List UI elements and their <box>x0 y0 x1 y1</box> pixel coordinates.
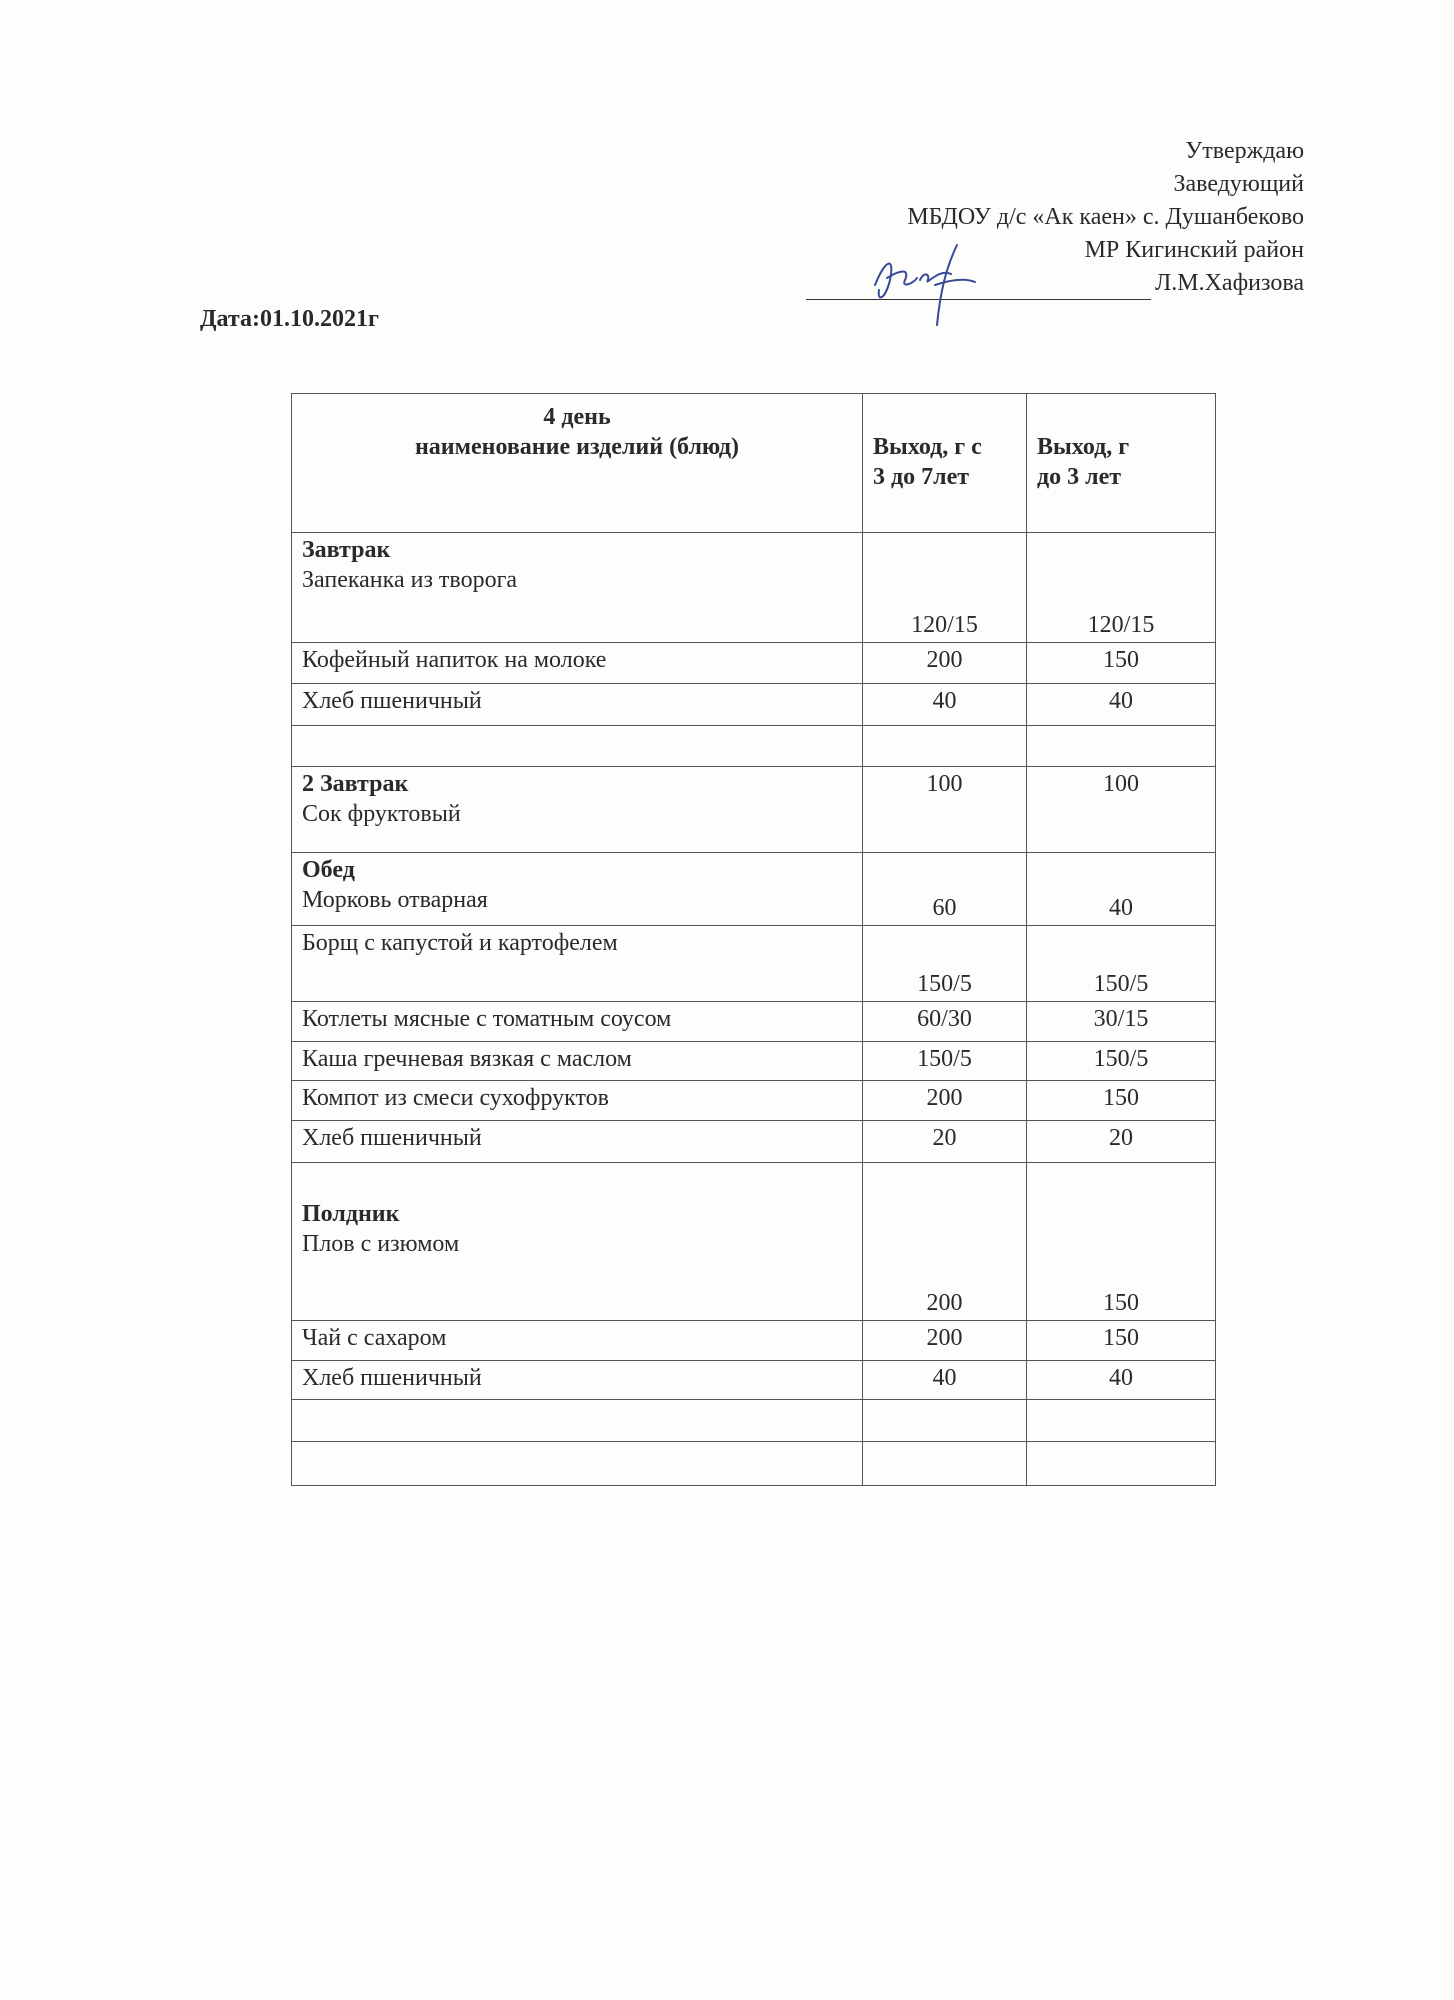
yield-under-3: 40 <box>1027 684 1216 726</box>
header-text: до 3 лет <box>1037 464 1122 490</box>
dish-name: Кофейный напиток на молоке <box>302 647 607 673</box>
yield-3-to-7: 150/5 <box>863 1042 1027 1081</box>
dish-cell <box>292 767 863 853</box>
table-row <box>292 926 1216 1002</box>
yield-3-to-7 <box>863 1400 1027 1442</box>
yield-under-3 <box>1027 726 1216 767</box>
table-row <box>292 1321 1216 1361</box>
dish-name: Каша гречневая вязкая с маслом <box>302 1046 632 1072</box>
dish-name: Хлеб пшеничный <box>302 1125 482 1151</box>
dish-name: Морковь отварная <box>302 887 488 913</box>
yield-3-to-7: 120/15 <box>863 533 1027 643</box>
yield-3-to-7: 200 <box>863 643 1027 684</box>
yield-under-3: 40 <box>1027 853 1216 926</box>
signature-image <box>865 240 995 330</box>
dish-cell <box>292 1163 863 1321</box>
meal-section-label: Завтрак <box>302 537 391 563</box>
dish-cell <box>292 1121 863 1163</box>
dish-name: Котлеты мясные с томатным соусом <box>302 1006 672 1032</box>
yield-3-to-7 <box>863 726 1027 767</box>
director-name: Л.М.Хафизова <box>1154 270 1304 296</box>
dish-cell <box>292 1081 863 1121</box>
day-label: 4 день <box>543 404 611 430</box>
approval-line: МБДОУ д/с «Ак каен» с. Душанбеково <box>907 204 1304 230</box>
yield-under-3: 20 <box>1027 1121 1216 1163</box>
table-row <box>292 533 1216 643</box>
yield-3-to-7: 200 <box>863 1081 1027 1121</box>
yield-under-3 <box>1027 1400 1216 1442</box>
dish-cell <box>292 926 863 1002</box>
header-age-3-7 <box>863 394 1027 533</box>
menu-table <box>291 393 1216 1486</box>
header-text: 3 до 7лет <box>873 464 970 490</box>
table-row <box>292 684 1216 726</box>
yield-3-to-7: 40 <box>863 684 1027 726</box>
header-name-cell <box>292 394 863 533</box>
table-header-row <box>292 394 1216 533</box>
yield-3-to-7: 150/5 <box>863 926 1027 1002</box>
dish-cell <box>292 1321 863 1361</box>
yield-under-3: 30/15 <box>1027 1002 1216 1042</box>
approval-line: Утверждаю <box>1185 138 1304 164</box>
table-row <box>292 1042 1216 1081</box>
table-row <box>292 643 1216 684</box>
dish-cell <box>292 1002 863 1042</box>
table-row <box>292 767 1216 853</box>
table-row <box>292 726 1216 767</box>
yield-under-3: 150 <box>1027 1081 1216 1121</box>
name-column-header: наименование изделий (блюд) <box>414 434 740 460</box>
meal-section-label: Полдник <box>302 1201 400 1227</box>
yield-3-to-7 <box>863 1442 1027 1486</box>
dish-name: Чай с сахаром <box>302 1325 447 1351</box>
dish-cell <box>292 726 863 767</box>
document-date: Дата:01.10.2021г <box>200 306 379 332</box>
approval-line: Заведующий <box>1173 171 1304 197</box>
table-row <box>292 1442 1216 1486</box>
yield-under-3: 150/5 <box>1027 1042 1216 1081</box>
yield-under-3: 40 <box>1027 1361 1216 1400</box>
dish-cell <box>292 1400 863 1442</box>
yield-3-to-7: 100 <box>863 767 1027 853</box>
yield-3-to-7: 200 <box>863 1163 1027 1321</box>
yield-under-3: 150 <box>1027 1321 1216 1361</box>
table-row <box>292 853 1216 926</box>
dish-name: Хлеб пшеничный <box>302 688 482 714</box>
yield-3-to-7: 200 <box>863 1321 1027 1361</box>
header-text: Выход, г <box>1037 434 1130 460</box>
header-age-under-3 <box>1027 394 1216 533</box>
yield-under-3: 120/15 <box>1027 533 1216 643</box>
dish-cell <box>292 684 863 726</box>
yield-under-3: 100 <box>1027 767 1216 853</box>
table-row <box>292 1081 1216 1121</box>
dish-name: Компот из смеси сухофруктов <box>302 1085 609 1111</box>
dish-name: Сок фруктовый <box>302 801 461 827</box>
dish-name: Хлеб пшеничный <box>302 1365 482 1391</box>
meal-section-label: 2 Завтрак <box>302 771 409 797</box>
dish-cell <box>292 853 863 926</box>
yield-under-3 <box>1027 1442 1216 1486</box>
table-row <box>292 1400 1216 1442</box>
meal-section-label: Обед <box>302 857 355 883</box>
dish-cell <box>292 1042 863 1081</box>
header-text: Выход, г с <box>873 434 982 460</box>
dish-name: Плов с изюмом <box>302 1231 460 1257</box>
dish-cell <box>292 1442 863 1486</box>
table-row <box>292 1361 1216 1400</box>
yield-under-3: 150 <box>1027 643 1216 684</box>
yield-under-3: 150 <box>1027 1163 1216 1321</box>
yield-3-to-7: 60 <box>863 853 1027 926</box>
yield-3-to-7: 40 <box>863 1361 1027 1400</box>
table-row <box>292 1163 1216 1321</box>
dish-cell <box>292 1361 863 1400</box>
approval-line: МР Кигинский район <box>1084 237 1304 263</box>
yield-under-3: 150/5 <box>1027 926 1216 1002</box>
yield-3-to-7: 60/30 <box>863 1002 1027 1042</box>
table-row <box>292 1002 1216 1042</box>
dish-name: Запеканка из творога <box>302 567 518 593</box>
yield-3-to-7: 20 <box>863 1121 1027 1163</box>
dish-cell <box>292 533 863 643</box>
table-row <box>292 1121 1216 1163</box>
dish-cell <box>292 643 863 684</box>
dish-name: Борщ с капустой и картофелем <box>302 930 618 956</box>
